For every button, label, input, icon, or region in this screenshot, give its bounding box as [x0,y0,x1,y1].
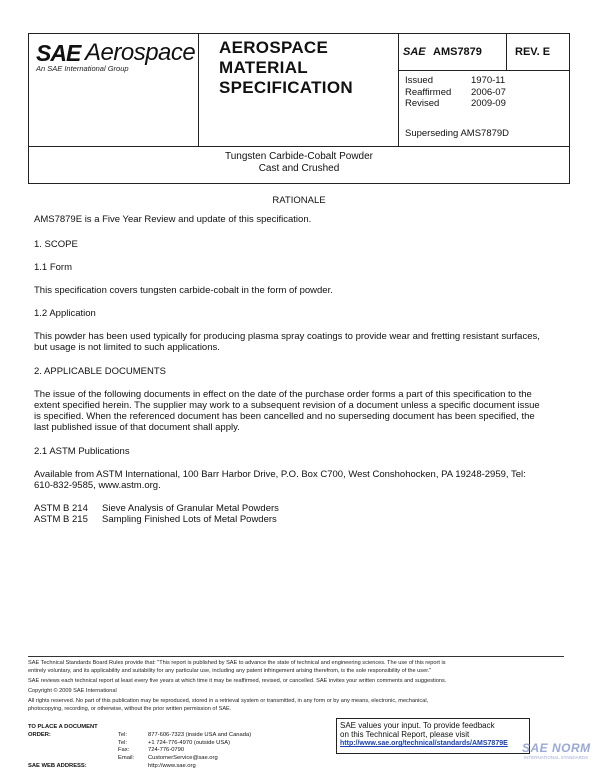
divider [198,34,199,146]
revision-label: REV. E [515,46,551,58]
divider [506,34,507,70]
date-block [405,75,506,110]
header-table [28,33,570,147]
aerospace-logo-text: Aerospace [85,39,196,66]
reference-title: Sampling Finished Lots of Metal Powders [102,514,277,525]
section-heading: 1.1 Form [34,262,73,273]
section-heading: 1.2 Application [34,308,96,319]
document-number: AMS7879 [433,46,482,58]
issued-label: Issued [405,75,433,86]
footer-line: SAE Technical Standards Board Rules provide that: "This report is published by SAE to advance the state of technical and engineering sciences. The use of this report is [28,660,446,666]
tel-label: Tel: [118,731,128,738]
watermark: SAE NORM [522,741,591,755]
document-type-line: MATERIAL [219,58,308,77]
feedback-text: SAE values your input. To provide feedback [340,721,495,730]
title-line: Cast and Crushed [258,163,340,174]
footer-line: photocopying, recording, or otherwise, without the prior written permission of SAE. [28,706,232,712]
document-type-line: SPECIFICATION [219,78,353,97]
section-heading: 2.1 ASTM Publications [34,446,130,457]
document-type-line: AEROSPACE [219,38,329,57]
section-heading: 1. SCOPE [34,239,78,250]
reaffirmed-label: Reaffirmed [405,86,452,98]
footer-divider [28,656,564,657]
order-label: TO PLACE A DOCUMENT ORDER: [28,724,98,738]
rationale-heading: RATIONALE [272,195,326,206]
email-label: Email: [118,755,135,762]
paragraph-line: 610-832-9585, www.astm.org. [34,480,161,491]
fax-value: 724-776-0790 [148,747,185,754]
reference-item [34,514,277,526]
specification-title [28,146,570,184]
fax-label: Fax: [118,747,130,754]
web-value[interactable]: http://www.sae.org [148,762,196,769]
email-value[interactable]: CustomerService@sae.org [148,755,218,762]
logo-subtitle: An SAE International Group [36,64,129,73]
footer-line: All rights reserved. No part of this publication may be reproduced, stored in a retrieval system or transmitted, in any form or by any means, electronic, mechanical, [28,698,429,704]
sae-logo: SAE [36,40,81,66]
tel-label: Tel: [118,739,128,746]
tel-value: 877-606-7323 (inside USA and Canada) [148,731,252,738]
revised-label: Revised [405,98,440,109]
reference-id: ASTM B 214 [34,503,88,514]
footer-line: entirely voluntary, and its applicability and suitability for any particular use, including any patent infringement arising therefrom, is the sole responsibility of the user." [28,668,432,674]
sae-small-logo: SAE [403,46,426,58]
paragraph-line: is specified. When the referenced document has been cancelled and no superseding document has been specified, the [34,411,535,422]
superseding: Superseding AMS7879D [405,128,510,139]
paragraph: This specification covers tungsten carbide-cobalt in the form of powder. [34,285,333,296]
title-line: Tungsten Carbide-Cobalt Powder [224,151,374,162]
footer-line: Copyright © 2009 SAE International [28,688,117,694]
feedback-link[interactable]: http://www.sae.org/technical/standards/AMS7879E [340,740,508,747]
paragraph-line: Available from ASTM International, 100 Barr Harbor Drive, P.O. Box C700, West Conshohocken, PA 19248-2959, Tel: [34,469,526,480]
footer-line: SAE reviews each technical report at least every five years at which time it may be reaffirmed, revised, or cancelled. SAE invites your written comments and suggestions. [28,678,447,684]
web-label: SAE WEB ADDRESS: [28,762,87,769]
revised-value: 2009-09 [471,98,506,109]
reference-title: Sieve Analysis of Granular Metal Powders [102,503,279,514]
watermark-subtitle: INTERNATIONAL STANDARDS [524,755,589,760]
divider [398,70,569,71]
reaffirmed-value: 2006-07 [471,86,506,98]
paragraph-line: This powder has been used typically for producing plasma spray coatings to provide wear and fretting resistant surfaces, [34,331,540,342]
section-heading: 2. APPLICABLE DOCUMENTS [34,366,166,377]
issued-value: 1970-11 [471,75,506,86]
paragraph-line: but usage is not limited to such applications. [34,342,220,353]
reference-item [34,503,279,515]
paragraph-line: last published issue of that document shall apply. [34,422,240,433]
paragraph-line: The issue of the following documents in effect on the date of the purchase order forms a part of this specification to the [34,389,532,400]
paragraph-line: extent specified herein. The supplier may work to a subsequent revision of a document unless a specific document issue [34,400,540,411]
feedback-text: on this Technical Report, please visit [340,730,470,739]
rationale-text: AMS7879E is a Five Year Review and update of this specification. [34,214,312,225]
reference-id: ASTM B 215 [34,514,88,525]
document-type [219,38,353,98]
order-contact-block [28,724,251,771]
divider [398,34,399,146]
feedback-box [336,718,530,754]
tel-value: +1 724-776-4970 (outside USA) [148,739,231,746]
